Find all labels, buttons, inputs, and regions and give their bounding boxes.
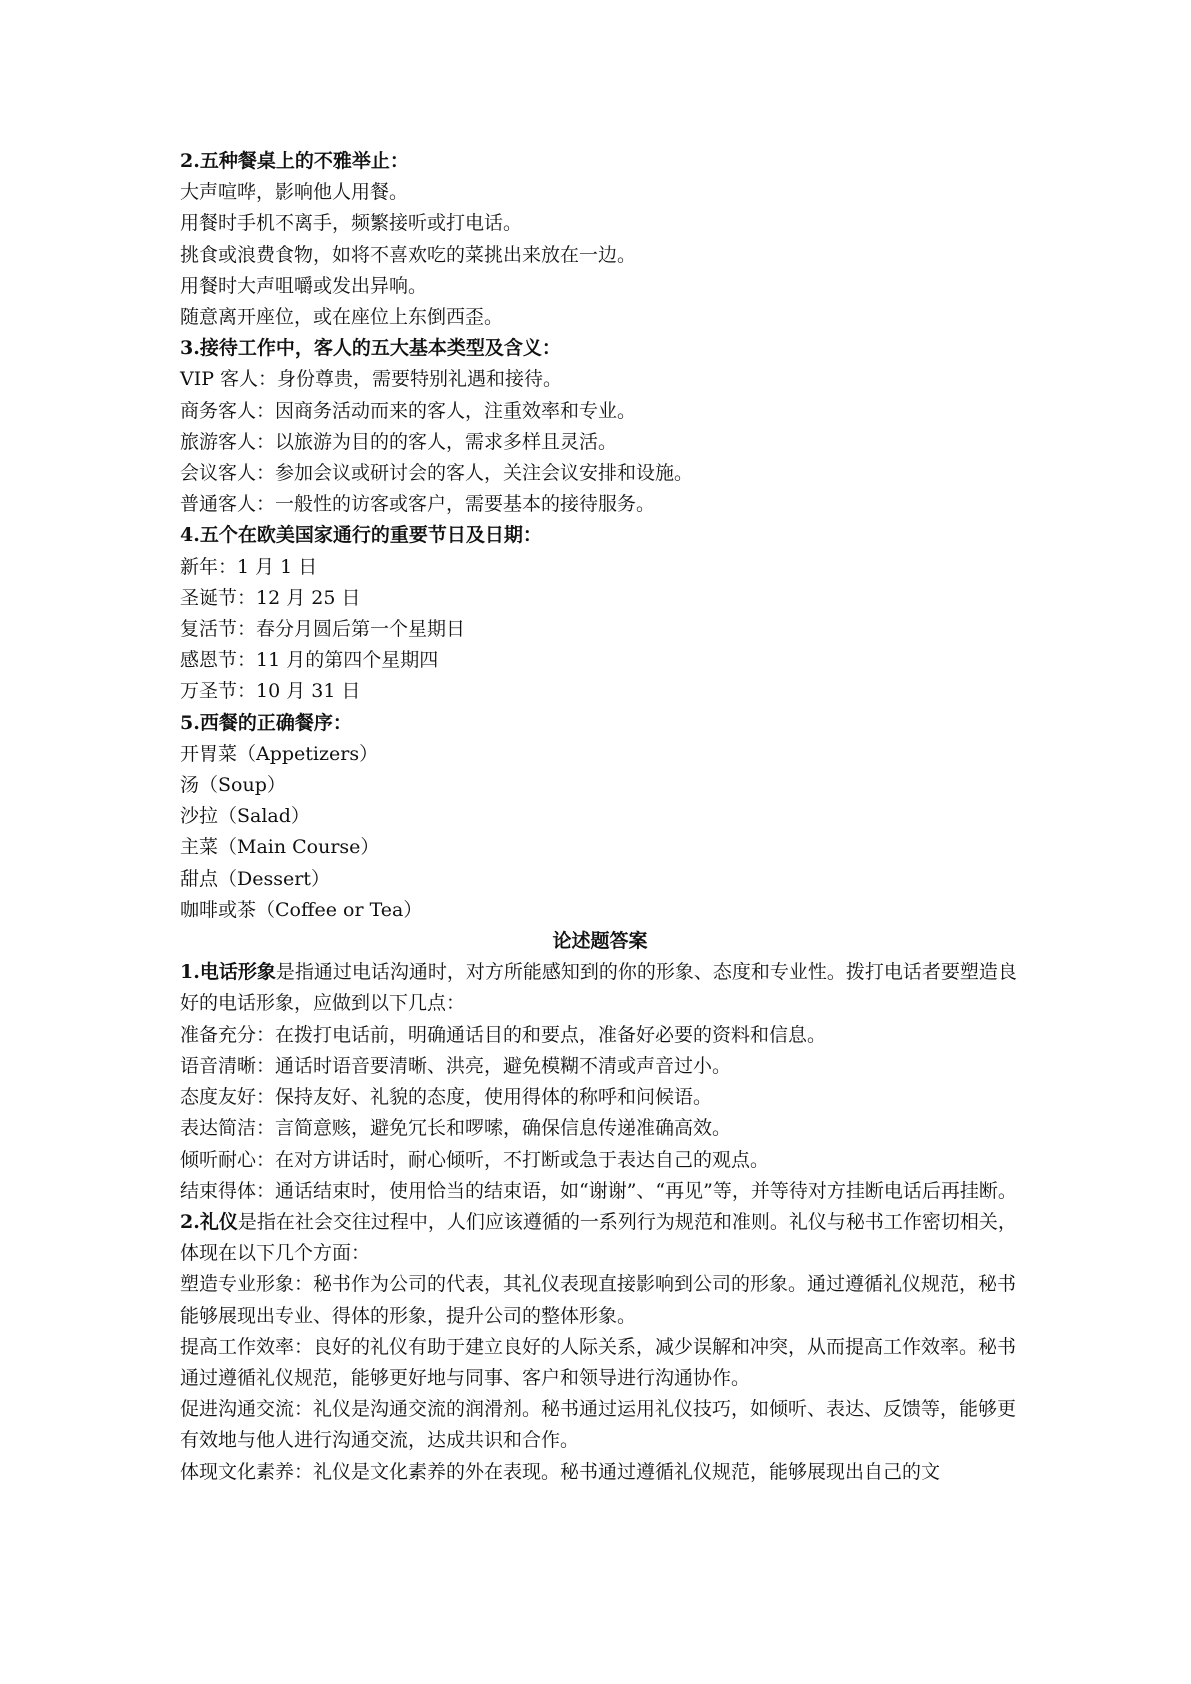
list-item: 用餐时大声咀嚼或发出异响。	[180, 274, 428, 297]
list-item: 提高工作效率：良好的礼仪有助于建立良好的人际关系，减少误解和冲突，从而提高工作效率。秘书通过遵循礼仪规范，能够更好地与同事、客户和领导进行沟通协作。	[180, 1335, 1017, 1389]
list-item: 结束得体：通话结束时，使用恰当的结束语，如“谢谢”、“再见”等，并等待对方挂断电话后再挂断。	[180, 1179, 1017, 1202]
list-item: 准备充分：在拨打电话前，明确通话目的和要点，准备好必要的资料和信息。	[180, 1023, 827, 1046]
list-item: 语音清晰：通话时语音要清晰、洪亮，避免模糊不清或声音过小。	[180, 1054, 732, 1077]
list-item: 随意离开座位，或在座位上东倒西歪。	[180, 306, 504, 329]
essay-term-phone-image: 1.电话形象	[180, 961, 276, 984]
list-item: 万圣节：10 月 31 日	[180, 680, 361, 703]
section-heading-guest-types: 3.接待工作中，客人的五大基本类型及含义：	[180, 337, 561, 360]
list-item: VIP 客人：身份尊贵，需要特别礼遇和接待。	[180, 368, 563, 391]
document-page	[180, 146, 1020, 1488]
essay-paragraph-etiquette	[180, 1207, 1020, 1269]
list-item: 复活节：春分月圆后第一个星期日	[180, 618, 466, 641]
list-item: 沙拉（Salad）	[180, 805, 310, 828]
list-item: 塑造专业形象：秘书作为公司的代表，其礼仪表现直接影响到公司的形象。通过遵循礼仪规范，秘书能够展现出专业、得体的形象，提升公司的整体形象。	[180, 1273, 1017, 1327]
list-item: 甜点（Dessert）	[180, 867, 330, 890]
list-item: 倾听耐心：在对方讲话时，耐心倾听，不打断或急于表达自己的观点。	[180, 1148, 770, 1171]
list-item: 新年：1 月 1 日	[180, 555, 318, 578]
section-heading-course-order: 5.西餐的正确餐序：	[180, 711, 352, 734]
section-heading-table-manners: 2.五种餐桌上的不雅举止：	[180, 150, 409, 172]
list-item: 用餐时手机不离手，频繁接听或打电话。	[180, 212, 523, 235]
list-item: 圣诞节：12 月 25 日	[180, 586, 361, 609]
list-item: 会议客人：参加会议或研讨会的客人，关注会议安排和设施。	[180, 462, 694, 485]
essay-section-title: 论述题答案	[552, 930, 648, 953]
list-item: 普通客人：一般性的访客或客户，需要基本的接待服务。	[180, 493, 656, 516]
list-item: 汤（Soup）	[180, 774, 286, 797]
list-item: 开胃菜（Appetizers）	[180, 742, 379, 765]
section-heading-holidays: 4.五个在欧美国家通行的重要节日及日期：	[180, 524, 542, 547]
list-item: 体现文化素养：礼仪是文化素养的外在表现。秘书通过遵循礼仪规范，能够展现出自己的文	[180, 1460, 941, 1483]
essay-intro-phone-image: 是指通过电话沟通时，对方所能感知到的你的形象、态度和专业性。拨打电话者要塑造良好的电话形象，应做到以下几点：	[180, 961, 1017, 1015]
essay-paragraph-phone-image	[180, 957, 1020, 1019]
list-item: 感恩节：11 月的第四个星期四	[180, 649, 439, 672]
essay-term-etiquette: 2.礼仪	[180, 1210, 238, 1233]
list-item: 态度友好：保持友好、礼貌的态度，使用得体的称呼和问候语。	[180, 1086, 713, 1109]
list-item: 旅游客人：以旅游为目的的客人，需求多样且灵活。	[180, 430, 618, 453]
list-item: 咖啡或茶（Coffee or Tea）	[180, 898, 423, 921]
list-item: 主菜（Main Course）	[180, 836, 380, 859]
essay-intro-etiquette: 是指在社会交往过程中，人们应该遵循的一系列行为规范和准则。礼仪与秘书工作密切相关，体现在以下几个方面：	[180, 1210, 1017, 1265]
list-item: 促进沟通交流：礼仪是沟通交流的润滑剂。秘书通过运用礼仪技巧，如倾听、表达、反馈等，能够更有效地与他人进行沟通交流，达成共识和合作。	[180, 1398, 1017, 1452]
list-item: 挑食或浪费食物，如将不喜欢吃的菜挑出来放在一边。	[180, 243, 637, 266]
list-item: 表达简洁：言简意赅，避免冗长和啰嗦，确保信息传递准确高效。	[180, 1117, 732, 1140]
list-item: 商务客人：因商务活动而来的客人，注重效率和专业。	[180, 399, 637, 422]
list-item: 大声喧哗，影响他人用餐。	[180, 181, 409, 204]
